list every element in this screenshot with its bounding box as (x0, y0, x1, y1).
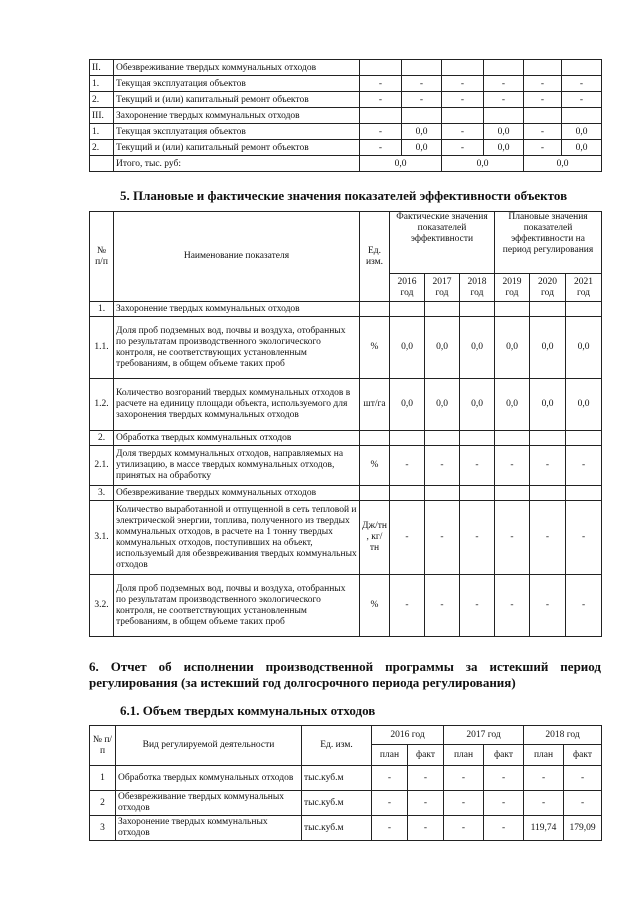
table-row: 3.2. Доля проб подземных вод, почвы и воздуха, отобранных по результатам производственного экологического контроля, не соответствующих установленным требованиям, в общем объеме таких проб % - - - - - - (90, 575, 602, 637)
year-header: 2016 год (372, 726, 444, 745)
table-row: 1.1. Доля проб подземных вод, почвы и воздуха, отобранных по результатам производственного экологического контроля, не соответствующих установленным требованиям, в общем объеме таких проб % 0,0 0,0 0,0 0,0 0,0 0,0 (90, 317, 602, 379)
year-header: 2020 год (530, 274, 566, 302)
cost-table (89, 59, 602, 172)
total-2018: 0,0 (524, 156, 602, 172)
head-plan: Плановые значения показателей эффективности на период регулирования (495, 212, 602, 274)
year-header: 2021 год (566, 274, 602, 302)
table-row: 2. Текущий и (или) капитальный ремонт объектов - 0,0 - 0,0 - 0,0 (90, 140, 602, 156)
head-num: № п/п (90, 212, 114, 302)
table-row: 2. Текущий и (или) капитальный ремонт объектов - - - - - - (90, 92, 602, 108)
section6-title-line2: регулирования (за истекший год долгосрочного периода регулирования) (89, 675, 516, 690)
table-row: 2. Обработка твердых коммунальных отходов (90, 431, 602, 446)
sub-header: план (524, 745, 564, 766)
sub-header: факт (408, 745, 444, 766)
table-row: 2 Обезвреживание твердых коммунальных отходов тыс.куб.м - - - - - - (90, 791, 602, 816)
table-row: 1 Обработка твердых коммунальных отходов тыс.куб.м - - - - - - (90, 766, 602, 791)
sub-header: факт (484, 745, 524, 766)
year-header: 2018 год (460, 274, 495, 302)
waste-volume-table (89, 725, 602, 841)
table-row: 1.2. Количество возгораний твердых коммунальных отходов в расчете на единицу площади объекта, используемого для захоронения твердых коммунальных отходов шт/га 0,0 0,0 0,0 0,0 0,0 0,0 (90, 379, 602, 431)
efficiency-table (89, 211, 602, 637)
table-row: 1. Текущая эксплуатация объектов - - - - - - (90, 76, 602, 92)
section5-title: 5. Плановые и фактические значения показателей эффективности объектов (120, 188, 568, 203)
table-row: 3 Захоронение твердых коммунальных отходов тыс.куб.м - - - - 119,74 179,09 (90, 816, 602, 841)
table-row: 3.1. Количество выработанной и отпущенной в сеть тепловой и электрической энергии, топлива, полученного из твердых коммунальных отходов, в расчете на 1 тонну твердых коммунальных отходов, поступивших на объект, используемый для обезвреживания твердых коммунальных отходов Дж/тн , кг/тн - - - - - - (90, 501, 602, 575)
sub-header: план (372, 745, 408, 766)
row-num: II. (90, 60, 114, 76)
year-header: 2017 год (425, 274, 460, 302)
row-name: Обезвреживание твердых коммунальных отходов (114, 60, 360, 76)
total-label: Итого, тыс. руб: (114, 156, 360, 172)
total-row (90, 156, 602, 172)
year-header: 2019 год (495, 274, 530, 302)
table-row: 1. Захоронение твердых коммунальных отходов (90, 302, 602, 317)
year-header: 2017 год (444, 726, 524, 745)
section6-title-line1: 6. Отчет об исполнении производственной программы за истекший период (89, 659, 601, 674)
total-2016: 0,0 (360, 156, 442, 172)
table-row: 3. Обезвреживание твердых коммунальных отходов (90, 486, 602, 501)
head-fact: Фактические значения показателей эффективности (390, 212, 495, 274)
table-row: 1. Текущая эксплуатация объектов - 0,0 - 0,0 - 0,0 (90, 124, 602, 140)
sub-header: факт (564, 745, 602, 766)
head-num: № п/ п (90, 726, 116, 766)
year-header: 2016 год (390, 274, 425, 302)
head-name: Наименование показателя (114, 212, 360, 302)
head-unit: Ед. изм. (302, 726, 372, 766)
table-row: III. Захоронение твердых коммунальных отходов (90, 108, 602, 124)
sub-header: план (444, 745, 484, 766)
total-2017: 0,0 (442, 156, 524, 172)
section61-title: 6.1. Объем твердых коммунальных отходов (120, 703, 376, 718)
year-header: 2018 год (524, 726, 602, 745)
table-row (90, 60, 602, 76)
head-unit: Ед. изм. (360, 212, 390, 302)
head-name: Вид регулируемой деятельности (116, 726, 302, 766)
table-row: 2.1. Доля твердых коммунальных отходов, направляемых на утилизацию, в массе твердых коммунальных отходов, принятых на обработку % - - - - - - (90, 446, 602, 486)
